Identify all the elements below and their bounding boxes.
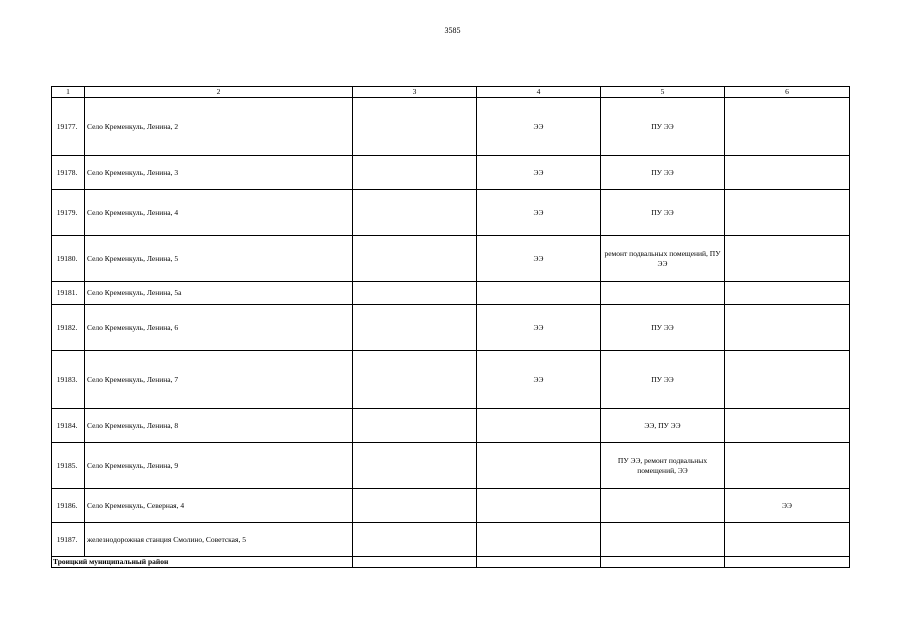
row-number: 19180. [52,236,85,282]
col4-cell: ЭЭ [477,190,601,236]
page-number: 3585 [444,26,461,35]
col5-cell: ПУ ЭЭ, ремонт подвальных помещений, ЭЭ [601,443,725,489]
col6-cell [725,98,850,156]
column-header: 3 [353,87,477,98]
row-number: 19185. [52,443,85,489]
address-cell: Село Кременкуль, Ленина, 6 [85,305,353,351]
data-table [51,86,850,568]
col4-cell [477,523,601,557]
col6-cell [725,523,850,557]
row-number: 19182. [52,305,85,351]
col4-cell [477,282,601,305]
col3-cell [353,190,477,236]
table-row [52,523,850,557]
col3-cell [353,489,477,523]
col6-cell [725,156,850,190]
column-header: 2 [85,87,353,98]
column-header: 5 [601,87,725,98]
table-row [52,156,850,190]
address-cell: Село Кременкуль, Ленина, 8 [85,409,353,443]
row-number: 19177. [52,98,85,156]
col3-cell [353,156,477,190]
col6-cell [725,190,850,236]
table-row [52,282,850,305]
col5-cell: ремонт подвальных помещений, ПУ ЭЭ [601,236,725,282]
address-cell: Село Кременкуль, Ленина, 9 [85,443,353,489]
row-number: 19179. [52,190,85,236]
section-empty-cell [477,557,601,568]
col5-cell [601,282,725,305]
col6-cell [725,236,850,282]
col3-cell [353,409,477,443]
col6-cell [725,351,850,409]
col4-cell: ЭЭ [477,305,601,351]
col3-cell [353,443,477,489]
col3-cell [353,282,477,305]
address-cell: Село Кременкуль, Ленина, 2 [85,98,353,156]
address-cell: железнодорожная станция Смолино, Советская, 5 [85,523,353,557]
table-row [52,190,850,236]
column-header: 1 [52,87,85,98]
col4-cell: ЭЭ [477,156,601,190]
table-row [52,351,850,409]
address-cell: Село Кременкуль, Ленина, 5 [85,236,353,282]
col6-cell [725,443,850,489]
col4-cell: ЭЭ [477,351,601,409]
table-row [52,98,850,156]
col5-cell: ПУ ЭЭ [601,305,725,351]
address-cell: Село Кременкуль, Ленина, 4 [85,190,353,236]
table-row [52,489,850,523]
col3-cell [353,523,477,557]
section-title: Троицкий муниципальный район [52,557,353,568]
col3-cell [353,236,477,282]
col4-cell [477,489,601,523]
address-cell: Село Кременкуль, Северная, 4 [85,489,353,523]
column-header: 4 [477,87,601,98]
col5-cell: ПУ ЭЭ [601,156,725,190]
row-number: 19184. [52,409,85,443]
row-number: 19186. [52,489,85,523]
table-row [52,305,850,351]
col5-cell: ЭЭ, ПУ ЭЭ [601,409,725,443]
col3-cell [353,305,477,351]
col5-cell [601,489,725,523]
col6-cell: ЭЭ [725,489,850,523]
col6-cell [725,409,850,443]
table-row [52,443,850,489]
address-cell: Село Кременкуль, Ленина, 5а [85,282,353,305]
section-row [52,557,850,568]
row-number: 19187. [52,523,85,557]
col3-cell [353,98,477,156]
section-empty-cell [601,557,725,568]
col4-cell [477,409,601,443]
address-cell: Село Кременкуль, Ленина, 7 [85,351,353,409]
col4-cell: ЭЭ [477,98,601,156]
row-number: 19181. [52,282,85,305]
header-row [52,87,850,98]
col5-cell [601,523,725,557]
section-empty-cell [725,557,850,568]
table-row [52,409,850,443]
col5-cell: ПУ ЭЭ [601,98,725,156]
col6-cell [725,305,850,351]
col5-cell: ПУ ЭЭ [601,351,725,409]
row-number: 19183. [52,351,85,409]
section-empty-cell [353,557,477,568]
table-row [52,236,850,282]
col4-cell: ЭЭ [477,236,601,282]
column-header: 6 [725,87,850,98]
col5-cell: ПУ ЭЭ [601,190,725,236]
col6-cell [725,282,850,305]
col3-cell [353,351,477,409]
col4-cell [477,443,601,489]
row-number: 19178. [52,156,85,190]
address-cell: Село Кременкуль, Ленина, 3 [85,156,353,190]
